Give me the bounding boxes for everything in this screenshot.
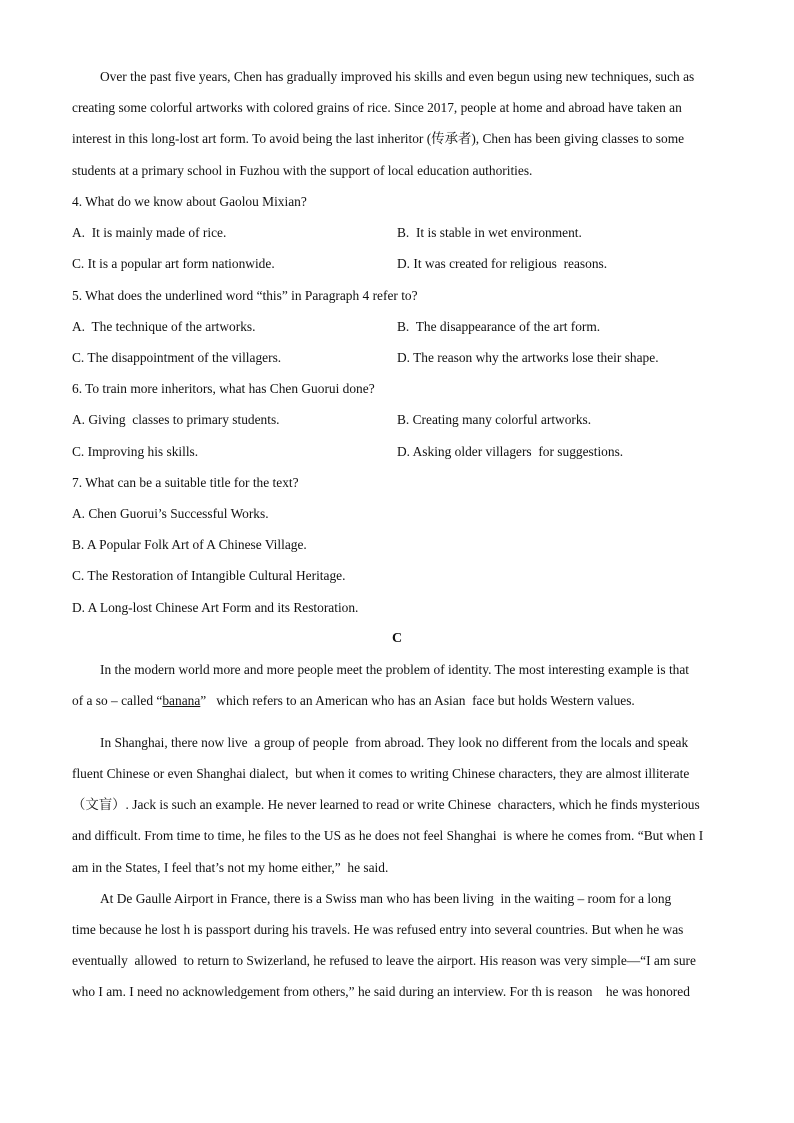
option-a: A. It is mainly made of rice. <box>72 225 227 240</box>
underlined-word: banana <box>162 693 201 708</box>
option-b: B. It is stable in wet environment. <box>397 225 582 240</box>
passage-line: （文盲）. Jack is such an example. He never learned to read or write Chinese characters, which he finds mysterious <box>72 797 700 812</box>
passage-line <box>72 694 635 707</box>
option-d: D. It was created for religious reasons. <box>397 256 608 271</box>
option-c: C. Improving his skills. <box>72 444 199 459</box>
passage-line: In the modern world more and more people meet the problem of identity. The most interesting example is that <box>100 662 690 677</box>
option-a: A. Giving classes to primary students. <box>72 412 280 427</box>
option-a: A. The technique of the artworks. <box>72 319 256 334</box>
option-b: B. Creating many colorful artworks. <box>397 412 592 427</box>
passage-line: students at a primary school in Fuzhou with the support of local education authorities. <box>72 163 533 178</box>
passage-line: Over the past five years, Chen has gradually improved his skills and even begun using new techniques, such as <box>100 69 695 84</box>
passage-line: eventually allowed to return to Swizerland, he refused to leave the airport. His reason was very simple—“I am sure <box>72 953 696 968</box>
option-c: C. The Restoration of Intangible Cultural Heritage. <box>72 568 346 583</box>
option-d: D. A Long-lost Chinese Art Form and its Restoration. <box>72 600 359 615</box>
passage-line: who I am. I need no acknowledgement from others,” he said during an interview. For th is reason he was honored <box>72 984 690 999</box>
passage-line: time because he lost h is passport during his travels. He was refused entry into several countries. But when he was <box>72 922 684 937</box>
passage-line: In Shanghai, there now live a group of people from abroad. They look no different from the locals and speak <box>100 735 689 750</box>
question-stem: 4. What do we know about Gaolou Mixian? <box>72 194 307 209</box>
option-c: C. It is a popular art form nationwide. <box>72 256 275 271</box>
option-b: B. The disappearance of the art form. <box>397 319 601 334</box>
passage-line: interest in this long-lost art form. To avoid being the last inheritor (传承者), Chen has been giving classes to some <box>72 131 685 146</box>
text-segment: ” which refers to an American who has an Asian face but holds Western values. <box>200 693 635 708</box>
question-stem: 5. What does the underlined word “this” in Paragraph 4 refer to? <box>72 288 418 303</box>
passage-line: fluent Chinese or even Shanghai dialect, but when it comes to writing Chinese characters, they are almost illiterate <box>72 766 690 781</box>
passage-line: At De Gaulle Airport in France, there is a Swiss man who has been living in the waiting – room for a long <box>100 891 672 906</box>
question-stem: 7. What can be a suitable title for the text? <box>72 475 299 490</box>
option-c: C. The disappointment of the villagers. <box>72 350 282 365</box>
question-stem: 6. To train more inheritors, what has Chen Guorui done? <box>72 381 375 396</box>
passage-line: am in the States, I feel that’s not my home either,” he said. <box>72 860 389 875</box>
section-heading: C <box>391 631 403 646</box>
option-d: D. The reason why the artworks lose their shape. <box>397 350 659 365</box>
passage-line: and difficult. From time to time, he files to the US as he does not feel Shanghai is where he comes from. “But when I <box>72 828 704 843</box>
option-b: B. A Popular Folk Art of A Chinese Village. <box>72 537 307 552</box>
text-segment: of a so – called “ <box>72 693 163 708</box>
option-a: A. Chen Guorui’s Successful Works. <box>72 506 269 521</box>
option-d: D. Asking older villagers for suggestions. <box>397 444 624 459</box>
passage-line: creating some colorful artworks with colored grains of rice. Since 2017, people at home and abroad have taken an <box>72 100 682 115</box>
